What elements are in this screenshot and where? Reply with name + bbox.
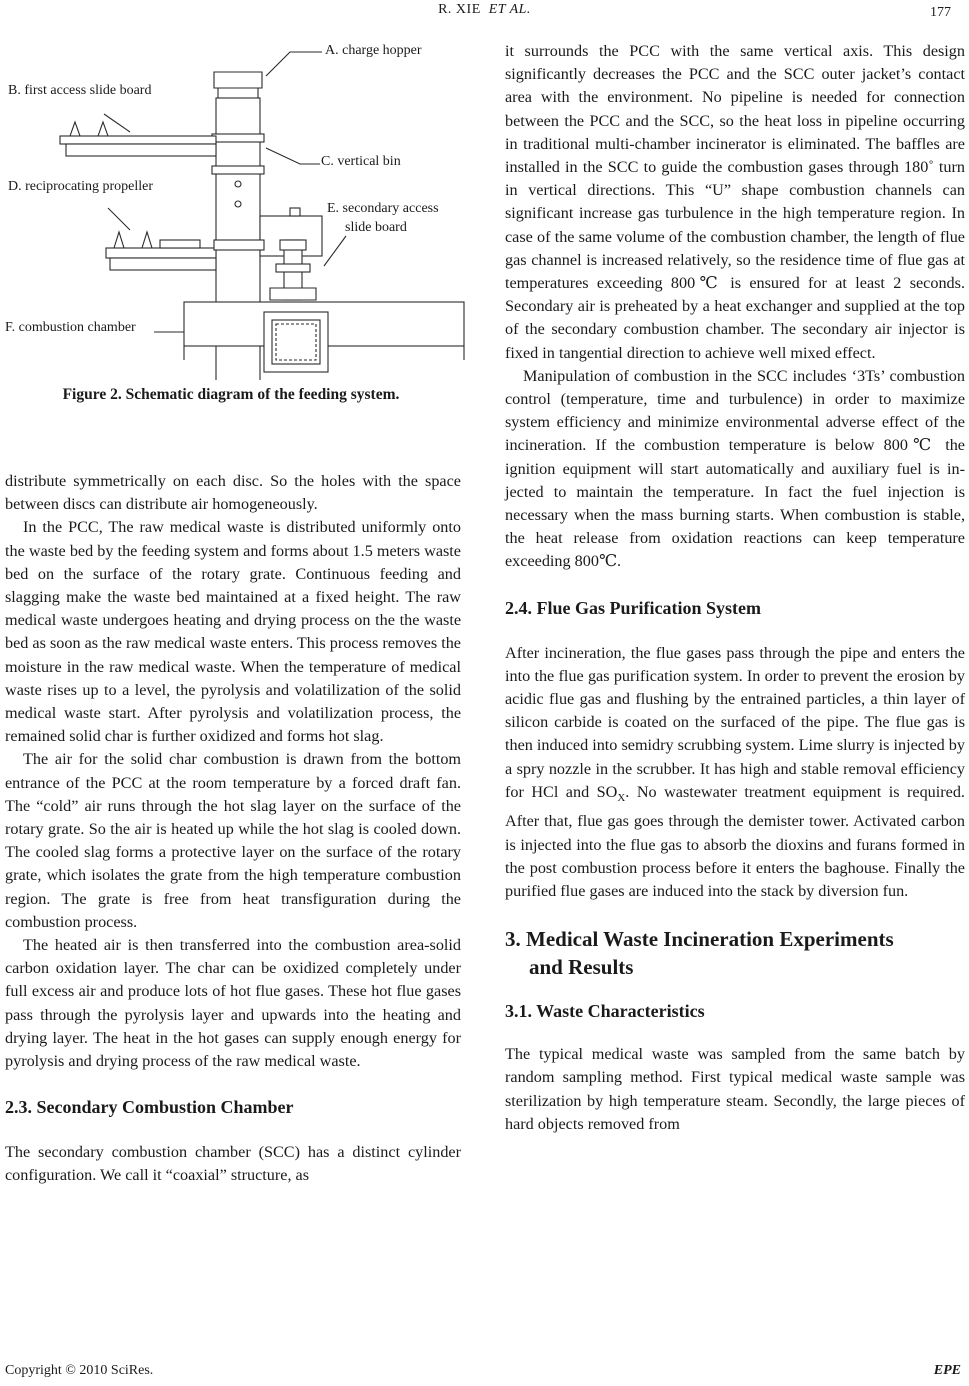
paragraph: it surrounds the PCC with the same vertical axis. This design significantly decreases the PCC and the SCC outer jacket’s contact area with the environment. No pipeline is needed for connection between the PCC and the SCC, so the heat loss in pipeline occurring in traditional multi-chamber incinerator is eliminated. The baffles are installed in the SCC to guide the combustion gases through 180˚ turn in vertical directions. This “U” shape combustion channels can significant increase gas turbulence in the high temperature region. In case of the same volume of the combustion chamber, the length of flue gas channel is increased relatively, so the residence time of flue gas at temperatures exceeding 800℃ is ensured for at least 2 seconds. Secondary air is preheated by a heat exchanger and supplied at the top of the secondary combustion chamber. The secondary air injector is fixed in tangential direction to achieve well mixed effect. <box>505 42 965 362</box>
paragraph: The secondary combustion chamber (SCC) has a distinct cylinder configuration. We call it “coaxial” structure, as <box>5 1143 461 1185</box>
paragraph: The air for the solid char combustion is drawn from the bottom entrance of the PCC at the room temperature by a forced draft fan. The “cold” air runs through the hot slag layer on the surface of the rotary grate. So the air is heated up while the hot slag is cooled down. The cooled slag forms a protective layer on the surface of the rotary grate, which isolates the grate from the high temperature combustion region. The grate is free from heat transfiguration during the combustion process. <box>5 750 461 931</box>
running-header <box>0 2 969 18</box>
label-secondary-access: E. secondary access <box>327 201 439 216</box>
copyright: Copyright © 2010 SciRes. <box>5 1363 154 1378</box>
left-column <box>5 470 461 1188</box>
paragraph: The typical medical waste was sampled from the same batch by random sampling method. First typical medical waste sample was sterilization by high temperature steam. Secondly, the large pieces of hard objects removed from <box>505 1045 965 1133</box>
chapter-heading <box>505 925 965 981</box>
paragraph-text: . No wastewater treatment equipment is required. After that, flue gas goes through the demister tower. Activated carbon is injected into the flue gas to absorb the dioxins and furans formed in the post combustion process before it enters the baghouse. Finally the purified flue gases are induced into the stack by diversion fun. <box>505 782 965 900</box>
label-charge-hopper: A. charge hopper <box>325 43 422 58</box>
label-reciprocating-propeller: D. reciprocating propeller <box>8 179 153 194</box>
label-slide-board: slide board <box>345 220 407 235</box>
paragraph: In the PCC, The raw medical waste is distributed uniformly onto the waste bed by the feeding system and forms about 1.5 meters waste bed on the surface of the rotary grate. Continuous feeding and slagging make the waste bed maintained at a fixed height. The raw medical waste undergoes heating and drying process on the the waste bed as soon as the raw medical waste enters. This process removes the moisture in the raw medical waste. When the temperature of medical waste rises up to a level, the pyrolysis and volatilization of the solid medical waste start. After pyrolysis and volatilization process, the remained solid char is further oxidized and forms hot slag. <box>5 518 461 746</box>
paragraph-text: After incineration, the flue gases pass through the pipe and enters the into the flue gas purification system. In order to prevent the erosion by acidic flue gas and flushing by the entrained particles, a thin layer of silicon carbide is coated on the surfaced of the pipe. The flue gas is then induced into semidry scrubbing system. Lime slurry is injected by a spry nozzle in the scrubber. It has high and stable removal efficiency for HCl and SO <box>505 643 965 801</box>
feeding-system-figure <box>0 40 470 380</box>
label-first-access-slide-board: B. first access slide board <box>8 83 152 98</box>
header-et-al: ET AL. <box>488 2 531 17</box>
header-authors: R. XIE <box>438 2 481 17</box>
paragraph <box>505 642 965 903</box>
journal-abbrev: EPE <box>933 1363 961 1378</box>
section-heading: 3.1. Waste Characteristics <box>505 1001 705 1022</box>
section-heading: 2.4. Flue Gas Purification System <box>505 597 761 618</box>
figure-caption: Figure 2. Schematic diagram of the feeding system. <box>62 386 400 403</box>
subscript: X <box>617 792 626 805</box>
paragraph: Manipulation of combustion in the SCC includes ‘3Ts’ combustion control (temperature, time and turbulence) in order to maximize system efficiency and minimize environmental adverse effect of the incineration. If the combustion temperature is below 800℃ the ignition equipment will start automatically and auxiliary fuel is injected to maintain the temperature. In fact the fuel injection is necessary when the mass burning starts. When combustion is stable, the heat release from oxidation reactions can keep temperature exceeding 800℃. <box>505 366 965 571</box>
page-number: 177 <box>930 5 951 20</box>
chapter-heading-line2: and Results <box>529 955 634 980</box>
right-column <box>505 40 965 1136</box>
label-combustion-chamber: F. combustion chamber <box>5 320 136 335</box>
paragraph: The heated air is then transferred into the combustion area-solid carbon oxidation layer. The char can be oxidized completely under full excess air and produce lots of hot flue gases. These hot flue gases pass through the pyrolysis layer and upwards into the heating and drying layer. The heat in the hot gases can supply enough energy for pyrolysis and drying process of the raw medical waste. <box>5 936 461 1071</box>
section-heading: 2.3. Secondary Combustion Chamber <box>5 1097 294 1118</box>
chapter-heading-line1: 3. Medical Waste Incineration Experiments <box>505 927 894 952</box>
paragraph: distribute symmetrically on each disc. So the holes with the space between discs can distribute air homogeneously. <box>5 472 461 514</box>
label-vertical-bin: C. vertical bin <box>321 154 401 169</box>
